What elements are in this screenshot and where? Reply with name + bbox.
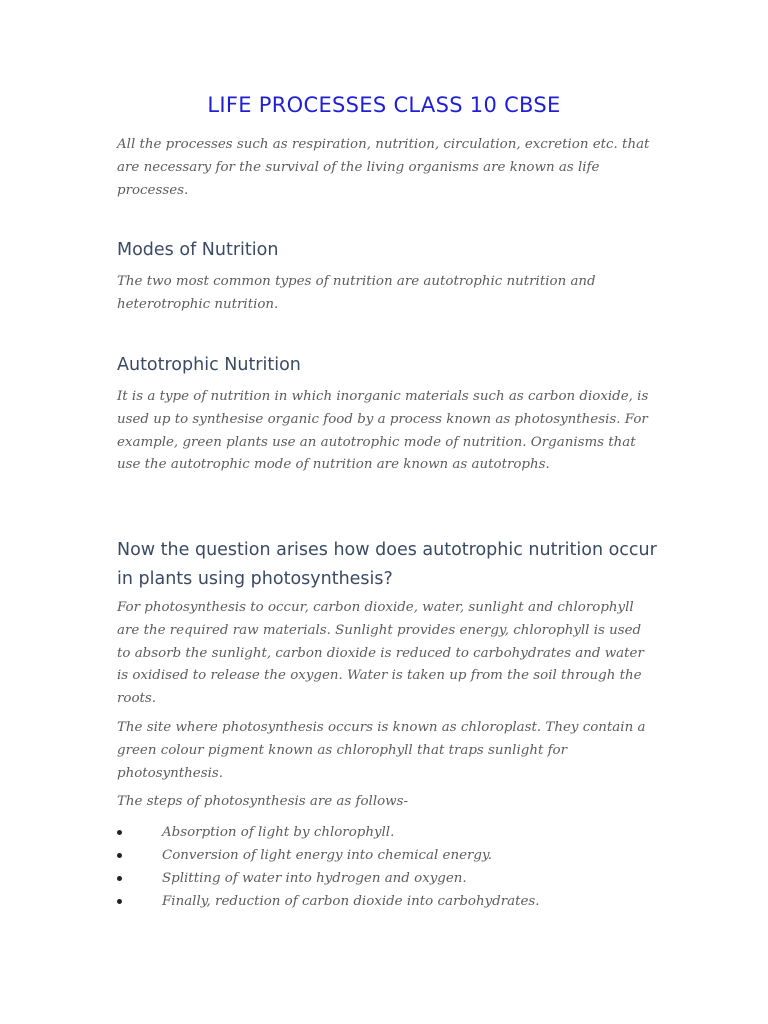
bullet-icon (117, 853, 122, 858)
autotrophic-paragraph: It is a type of nutrition in which inorganic materials such as carbon dioxide, is used up to synthesise organic food by a process known as photosynthesis. For example, green plants use an autotrophic mode of nutrition. Organisms that use the autotrophic mode of nutrition are known as autotrophs. (117, 389, 649, 473)
heading-modes-of-nutrition: Modes of Nutrition (117, 240, 279, 260)
step-text: Splitting of water into hydrogen and oxygen. (162, 871, 467, 886)
steps-intro: The steps of photosynthesis are as follows- (117, 794, 409, 809)
chloroplast-paragraph: The site where photosynthesis occurs is known as chloroplast. They contain a green colour pigment known as chlorophyll that traps sunlight for photosynthesis. (117, 720, 646, 781)
step-text: Conversion of light energy into chemical energy. (162, 848, 493, 863)
photosynthesis-paragraph: For photosynthesis to occur, carbon dioxide, water, sunlight and chlorophyll are the required raw materials. Sunlight provides energy, chlorophyll is used to absorb the sunlight, carbon dioxide is reduced to carbohydrates and water is oxidised to release the oxygen. Water is taken up from the soil through the roots. (117, 600, 644, 707)
step-text: Finally, reduction of carbon dioxide into carbohydrates. (162, 894, 540, 909)
page-title: LIFE PROCESSES CLASS 10 CBSE (207, 93, 561, 117)
bullet-icon (117, 899, 122, 904)
intro-paragraph: All the processes such as respiration, nutrition, circulation, excretion etc. that are necessary for the survival of the living organisms are known as life processes. (117, 137, 650, 198)
bullet-icon (117, 830, 122, 835)
bullet-icon (117, 876, 122, 881)
heading-autotrophic-nutrition: Autotrophic Nutrition (117, 355, 301, 375)
heading-photosynthesis-question: Now the question arises how does autotrophic nutrition occur in plants using photosynthesis? (117, 540, 657, 589)
modes-paragraph: The two most common types of nutrition are autotrophic nutrition and heterotrophic nutrition. (117, 274, 596, 312)
step-text: Absorption of light by chlorophyll. (162, 825, 395, 840)
